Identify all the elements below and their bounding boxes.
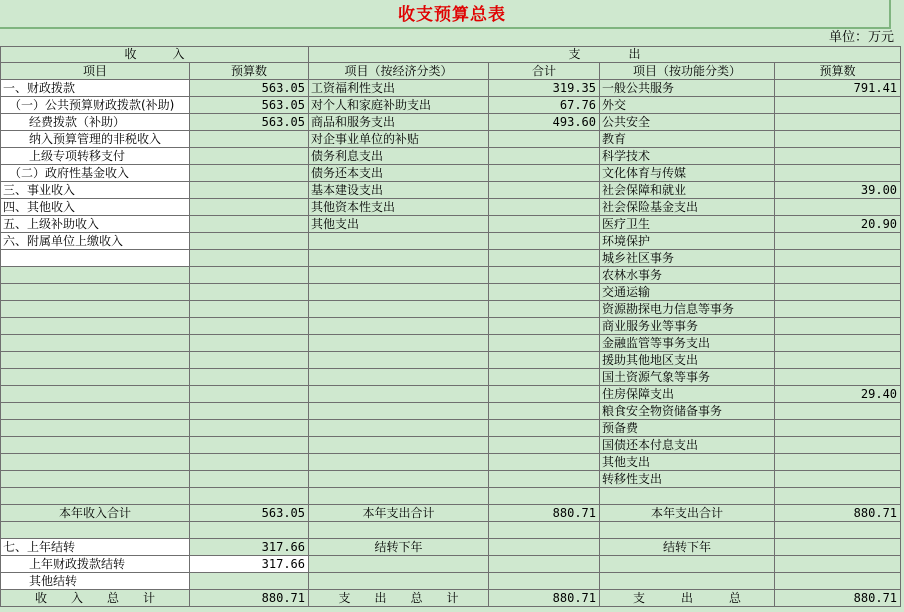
empty-cell (309, 522, 489, 539)
func-item-cell: 外交 (600, 97, 775, 114)
func-budget-cell (775, 114, 901, 131)
table-row (1, 403, 901, 420)
income-budget-cell (190, 369, 309, 386)
func-item-cell: 商业服务业等事务 (600, 318, 775, 335)
func-total-label: 本年支出合计 (600, 505, 775, 522)
fiscal-carry-value: 317.66 (190, 556, 309, 573)
income-grand-label: 收 入 总 计 (1, 590, 190, 607)
func-total-value: 880.71 (775, 505, 901, 522)
expense-section-header: 支 出 (309, 47, 901, 63)
empty-cell (309, 488, 489, 505)
income-item-cell (1, 250, 190, 267)
func-item-cell: 转移性支出 (600, 471, 775, 488)
income-budget-cell (190, 148, 309, 165)
table-row (1, 165, 901, 182)
income-budget-cell (190, 199, 309, 216)
func-item-cell: 资源勘探电力信息等事务 (600, 301, 775, 318)
func-budget-cell: 29.40 (775, 386, 901, 403)
econ-item-cell (309, 233, 489, 250)
econ-total-cell (489, 471, 600, 488)
econ-item-cell (309, 403, 489, 420)
econ-total-cell (489, 318, 600, 335)
func-budget-cell (775, 199, 901, 216)
annual-total-row (1, 505, 901, 522)
income-budget-cell (190, 267, 309, 284)
func-item-cell: 金融监管等事务支出 (600, 335, 775, 352)
econ-item-cell (309, 301, 489, 318)
func-carry-forward-label: 结转下年 (600, 539, 775, 556)
empty-cell (600, 488, 775, 505)
income-budget-cell (190, 454, 309, 471)
func-item-cell: 医疗卫生 (600, 216, 775, 233)
table-row (1, 301, 901, 318)
table-row (1, 318, 901, 335)
econ-item-cell: 商品和服务支出 (309, 114, 489, 131)
econ-item-cell (309, 267, 489, 284)
econ-total-cell: 493.60 (489, 114, 600, 131)
econ-total-cell (489, 182, 600, 199)
income-item-cell (1, 335, 190, 352)
table-row (1, 114, 901, 131)
income-item-cell: 三、事业收入 (1, 182, 190, 199)
func-item-cell: 其他支出 (600, 454, 775, 471)
func-item-cell: 粮食安全物资储备事务 (600, 403, 775, 420)
empty-cell (775, 573, 901, 590)
table-row (1, 80, 901, 97)
econ-item-cell (309, 437, 489, 454)
table-row (1, 471, 901, 488)
income-budget-cell (190, 318, 309, 335)
econ-total-cell: 67.76 (489, 97, 600, 114)
func-item-cell: 教育 (600, 131, 775, 148)
func-item-cell: 交通运输 (600, 284, 775, 301)
func-budget-cell (775, 471, 901, 488)
carry-over-row (1, 539, 901, 556)
empty-cell (489, 522, 600, 539)
empty-cell (190, 488, 309, 505)
table-row (1, 216, 901, 233)
income-budget-cell (190, 301, 309, 318)
col-header-econ-item: 项目（按经济分类） (309, 63, 489, 80)
empty-cell (190, 573, 309, 590)
table-row (1, 454, 901, 471)
col-header-income-budget: 预算数 (190, 63, 309, 80)
table-row (1, 267, 901, 284)
func-budget-cell (775, 403, 901, 420)
func-budget-cell (775, 301, 901, 318)
func-budget-cell (775, 352, 901, 369)
income-budget-cell (190, 335, 309, 352)
empty-cell (489, 556, 600, 573)
func-item-cell: 文化体育与传媒 (600, 165, 775, 182)
func-item-cell: 环境保护 (600, 233, 775, 250)
econ-total-cell (489, 199, 600, 216)
func-budget-cell (775, 250, 901, 267)
income-budget-cell (190, 165, 309, 182)
empty-cell (600, 556, 775, 573)
page-title: 收支预算总表 (398, 5, 506, 25)
income-budget-cell: 563.05 (190, 80, 309, 97)
income-total-label: 本年收入合计 (1, 505, 190, 522)
table-row (1, 335, 901, 352)
table-row (1, 437, 901, 454)
econ-total-cell (489, 165, 600, 182)
empty-cell (600, 522, 775, 539)
income-budget-cell: 563.05 (190, 97, 309, 114)
econ-total-cell (489, 420, 600, 437)
func-budget-cell (775, 335, 901, 352)
col-header-income-item: 项目 (1, 63, 190, 80)
func-item-cell: 农林水事务 (600, 267, 775, 284)
income-budget-cell (190, 233, 309, 250)
table-row (1, 182, 901, 199)
func-budget-cell: 791.41 (775, 80, 901, 97)
econ-item-cell (309, 335, 489, 352)
func-item-cell: 住房保障支出 (600, 386, 775, 403)
income-budget-cell (190, 471, 309, 488)
income-item-cell: 一、财政拨款 (1, 80, 190, 97)
income-budget-cell (190, 131, 309, 148)
func-budget-cell: 20.90 (775, 216, 901, 233)
income-item-cell: （二）政府性基金收入 (1, 165, 190, 182)
income-item-cell (1, 386, 190, 403)
econ-total-cell (489, 437, 600, 454)
income-budget-cell (190, 352, 309, 369)
econ-total-label: 本年支出合计 (309, 505, 489, 522)
func-budget-cell (775, 233, 901, 250)
econ-total-cell (489, 369, 600, 386)
econ-grand-label: 支 出 总 计 (309, 590, 489, 607)
func-grand-value: 880.71 (775, 590, 901, 607)
empty-cell (489, 573, 600, 590)
empty-cell (775, 522, 901, 539)
income-item-cell (1, 403, 190, 420)
econ-item-cell: 基本建设支出 (309, 182, 489, 199)
econ-total-cell (489, 352, 600, 369)
func-item-cell: 社会保障和就业 (600, 182, 775, 199)
table-row (1, 233, 901, 250)
econ-item-cell (309, 352, 489, 369)
empty-cell (489, 488, 600, 505)
col-header-func-budget: 预算数 (775, 63, 901, 80)
econ-total-cell (489, 131, 600, 148)
fiscal-carry-row (1, 556, 901, 573)
econ-total-cell (489, 267, 600, 284)
func-budget-cell: 39.00 (775, 182, 901, 199)
econ-item-cell: 债务利息支出 (309, 148, 489, 165)
empty-cell (775, 539, 901, 556)
income-section-header: 收 入 (1, 47, 309, 63)
func-grand-label: 支 出 总 (600, 590, 775, 607)
econ-item-cell: 债务还本支出 (309, 165, 489, 182)
econ-item-cell (309, 318, 489, 335)
econ-total-cell (489, 233, 600, 250)
econ-total-cell (489, 335, 600, 352)
income-budget-cell (190, 386, 309, 403)
budget-table (0, 46, 901, 607)
income-item-cell: 上级专项转移支付 (1, 148, 190, 165)
econ-item-cell (309, 250, 489, 267)
income-item-cell: 六、附属单位上缴收入 (1, 233, 190, 250)
title-right-border (889, 0, 891, 29)
income-item-cell (1, 369, 190, 386)
func-item-cell: 社会保险基金支出 (600, 199, 775, 216)
column-header-row (1, 63, 901, 80)
unit-label: 单位：万元 (828, 30, 894, 45)
income-item-cell (1, 284, 190, 301)
empty-cell (489, 539, 600, 556)
income-item-cell (1, 420, 190, 437)
income-budget-cell (190, 182, 309, 199)
income-budget-cell (190, 437, 309, 454)
func-item-cell: 国土资源气象等事务 (600, 369, 775, 386)
income-item-cell (1, 437, 190, 454)
func-budget-cell (775, 318, 901, 335)
table-row (1, 97, 901, 114)
other-carry-row (1, 573, 901, 590)
econ-item-cell: 对个人和家庭补助支出 (309, 97, 489, 114)
econ-item-cell (309, 454, 489, 471)
econ-total-cell (489, 216, 600, 233)
income-total-value: 563.05 (190, 505, 309, 522)
econ-total-cell (489, 250, 600, 267)
col-header-func-item: 项目（按功能分类） (600, 63, 775, 80)
section-header-row (1, 47, 901, 63)
table-row (1, 386, 901, 403)
table-row (1, 131, 901, 148)
income-item-cell (1, 471, 190, 488)
income-budget-cell (190, 216, 309, 233)
func-item-cell: 城乡社区事务 (600, 250, 775, 267)
econ-item-cell (309, 420, 489, 437)
func-budget-cell (775, 284, 901, 301)
income-budget-cell: 563.05 (190, 114, 309, 131)
func-item-cell: 一般公共服务 (600, 80, 775, 97)
carry-over-value: 317.66 (190, 539, 309, 556)
econ-total-cell (489, 386, 600, 403)
empty-cell (775, 556, 901, 573)
econ-total-cell (489, 454, 600, 471)
table-row (1, 369, 901, 386)
econ-item-cell: 工资福利性支出 (309, 80, 489, 97)
econ-carry-forward-label: 结转下年 (309, 539, 489, 556)
func-budget-cell (775, 165, 901, 182)
col-header-econ-total: 合计 (489, 63, 600, 80)
econ-total-cell (489, 403, 600, 420)
func-item-cell: 科学技术 (600, 148, 775, 165)
income-budget-cell (190, 420, 309, 437)
income-budget-cell (190, 250, 309, 267)
func-budget-cell (775, 369, 901, 386)
title-underline (0, 27, 890, 29)
income-item-cell (1, 352, 190, 369)
fiscal-carry-label: 上年财政拨款结转 (1, 556, 190, 573)
econ-item-cell: 对企事业单位的补贴 (309, 131, 489, 148)
income-item-cell: 经费拨款（补助） (1, 114, 190, 131)
income-item-cell: （一）公共预算财政拨款(补助) (1, 97, 190, 114)
func-budget-cell (775, 97, 901, 114)
income-budget-cell (190, 284, 309, 301)
func-budget-cell (775, 437, 901, 454)
func-budget-cell (775, 420, 901, 437)
table-row (1, 148, 901, 165)
empty-cell (309, 556, 489, 573)
func-budget-cell (775, 454, 901, 471)
func-budget-cell (775, 267, 901, 284)
table-row (1, 352, 901, 369)
empty-cell (600, 573, 775, 590)
empty-cell (190, 522, 309, 539)
empty-cell (1, 488, 190, 505)
func-item-cell: 国债还本付息支出 (600, 437, 775, 454)
econ-item-cell (309, 471, 489, 488)
econ-grand-value: 880.71 (489, 590, 600, 607)
table-row (1, 250, 901, 267)
econ-total-cell (489, 301, 600, 318)
econ-item-cell (309, 386, 489, 403)
econ-total-cell: 319.35 (489, 80, 600, 97)
func-budget-cell (775, 131, 901, 148)
econ-total-value: 880.71 (489, 505, 600, 522)
econ-item-cell (309, 284, 489, 301)
grand-total-row (1, 590, 901, 607)
income-item-cell (1, 267, 190, 284)
econ-item-cell: 其他资本性支出 (309, 199, 489, 216)
econ-total-cell (489, 284, 600, 301)
func-budget-cell (775, 148, 901, 165)
econ-total-cell (489, 148, 600, 165)
income-item-cell: 五、上级补助收入 (1, 216, 190, 233)
econ-item-cell: 其他支出 (309, 216, 489, 233)
carry-over-label: 七、上年结转 (1, 539, 190, 556)
econ-item-cell (309, 369, 489, 386)
other-carry-label: 其他结转 (1, 573, 190, 590)
empty-cell (309, 573, 489, 590)
empty-cell (775, 488, 901, 505)
income-budget-cell (190, 403, 309, 420)
income-item-cell (1, 301, 190, 318)
table-row (1, 199, 901, 216)
spacer-row (1, 488, 901, 505)
income-item-cell: 纳入预算管理的非税收入 (1, 131, 190, 148)
income-item-cell (1, 318, 190, 335)
income-grand-value: 880.71 (190, 590, 309, 607)
empty-cell (1, 522, 190, 539)
table-row (1, 420, 901, 437)
income-item-cell: 四、其他收入 (1, 199, 190, 216)
income-item-cell (1, 454, 190, 471)
func-item-cell: 公共安全 (600, 114, 775, 131)
table-row (1, 284, 901, 301)
func-item-cell: 预备费 (600, 420, 775, 437)
func-item-cell: 援助其他地区支出 (600, 352, 775, 369)
spacer-row (1, 522, 901, 539)
